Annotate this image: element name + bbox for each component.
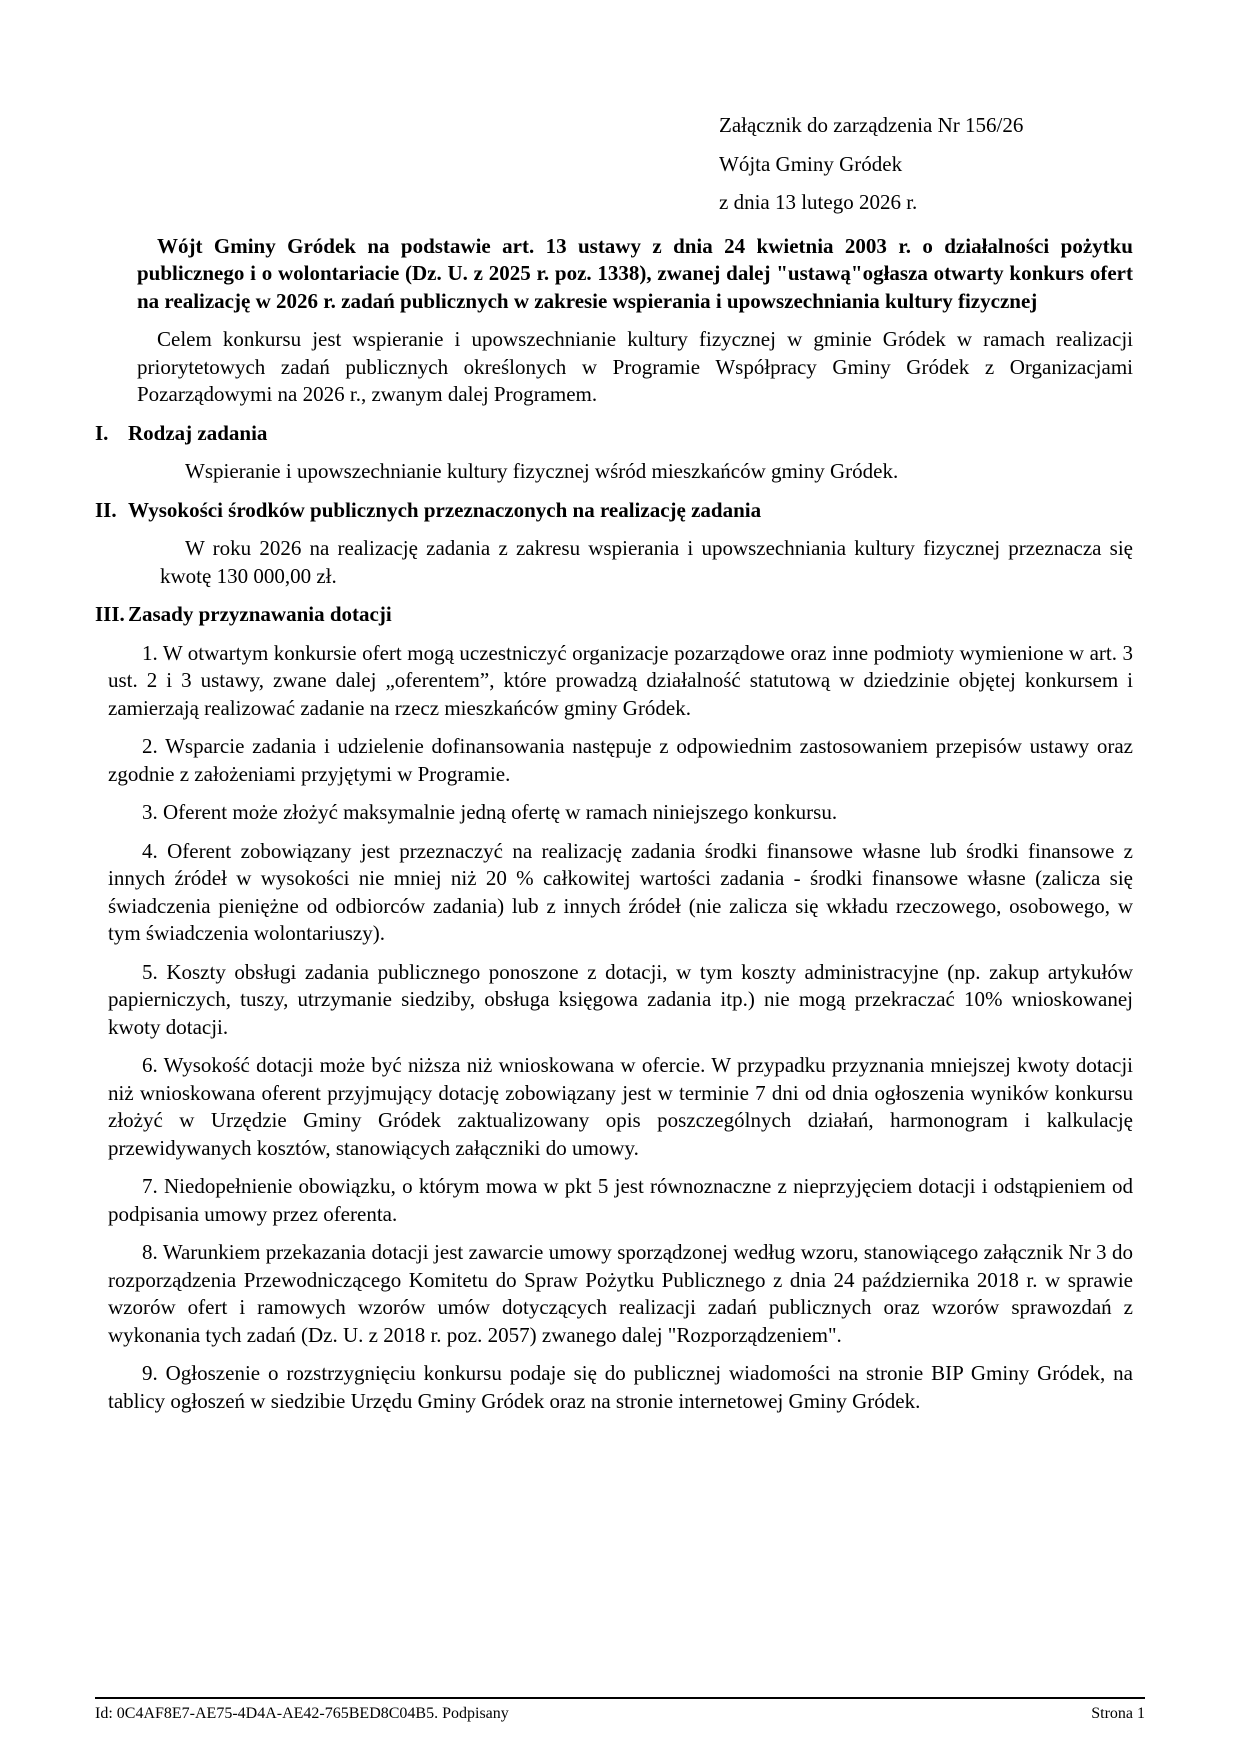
- section-title-2: Wysokości środków publicznych przeznaczonych na realizację zadania: [128, 497, 762, 522]
- section-3-point-3: 3. Oferent może złożyć maksymalnie jedną ofertę w ramach niniejszego konkursu.: [142, 800, 838, 824]
- section-number-1: I.: [95, 420, 109, 445]
- document-id-label: Id: 0C4AF8E7-AE75-4D4A-AE42-765BED8C04B5. Podpisany: [95, 1705, 509, 1722]
- section-3-point-6: 6. Wysokość dotacji może być niższa niż wnioskowana w ofercie. W przypadku przyznania mniejszej kwoty dotacji niż wnioskowana oferent przyjmujący dotację zobowiązany jest w terminie 7 dni od dnia ogłoszenia wyników konkursu złożyć w Urzędzie Gminy Gródek zaktualizowany opis poszczególnych działań, harmonogram i kalkulację przewidywanych kosztów, stanowiących załączniki do umowy.: [108, 1053, 1133, 1160]
- section-3-point-5: 5. Koszty obsługi zadania publicznego ponoszone z dotacji, w tym koszty administracyjne (np. zakup artykułów papierniczych, tuszy, utrzymanie siedziby, obsługa księgowa zadania itp.) nie mogą przekraczać 10% wnioskowanej kwoty dotacji.: [108, 959, 1133, 1039]
- section-3-point-7: 7. Niedopełnienie obowiązku, o którym mowa w pkt 5 jest równoznaczne z nieprzyjęciem dotacji i odstąpieniem od podpisania umowy przez oferenta.: [108, 1174, 1133, 1226]
- section-heading-3: [95, 601, 1133, 629]
- section-2-body: W roku 2026 na realizację zadania z zakresu wspierania i upowszechniania kultury fizycznej przeznacza się kwotę 130 000,00 zł.: [160, 536, 1133, 588]
- page-footer: [95, 1697, 1145, 1723]
- intro-announcement-paragraph: Wójt Gminy Gródek na podstawie art. 13 ustawy z dnia 24 kwietnia 2003 r. o działalności pożytku publicznego i o wolontariacie (Dz. U. z 2025 r. poz. 1338), zwanej dalej "ustawą"ogłasza otwarty konkurs ofert na realizację w 2026 r. zadań publicznych w zakresie wspierania i upowszechniania kultury fizycznej: [137, 233, 1133, 313]
- section-3-point-9: 9. Ogłoszenie o rozstrzygnięciu konkursu podaje się do publicznej wiadomości na stronie BIP Gminy Gródek, na tablicy ogłoszeń w siedzibie Urzędu Gminy Gródek oraz na stronie internetowej Gminy Gródek.: [108, 1361, 1133, 1413]
- document-body: [95, 112, 1133, 1426]
- section-heading-2: [95, 497, 1133, 525]
- section-number-3: III.: [95, 602, 125, 626]
- section-number-2: II.: [95, 497, 117, 522]
- section-3-point-8: 8. Warunkiem przekazania dotacji jest zawarcie umowy sporządzonej według wzoru, stanowiącego załącznik Nr 3 do rozporządzenia Przewodniczącego Komitetu do Spraw Pożytku Publicznego z dnia 24 października 2018 r. w sprawie wzorów ofert i ramowych wzorów umów dotyczących realizacji zadań publicznych oraz wzorów sprawozdań z wykonania tych zadań (Dz. U. z 2018 r. poz. 2057) zwanego dalej "Rozporządzeniem".: [108, 1240, 1133, 1347]
- section-1-body: Wspieranie i upowszechnianie kultury fizycznej wśród mieszkańców gminy Gródek.: [185, 459, 899, 483]
- attachment-header-block: [95, 112, 1133, 217]
- section-3-point-1: 1. W otwartym konkursie ofert mogą uczestniczyć organizacje pozarządowe oraz inne podmioty wymienione w art. 3 ust. 2 i 3 ustawy, zwane dalej „oferentem”, które prowadzą działalność statutową w dziedzinie objętej konkursem i zamierzają realizować zadanie na rzecz mieszkańców gminy Gródek.: [108, 640, 1133, 720]
- purpose-paragraph: Celem konkursu jest wspieranie i upowszechnianie kultury fizycznej w gminie Gródek w ramach realizacji priorytetowych zadań publicznych określonych w Programie Współpracy Gminy Gródek z Organizacjami Pozarządowymi na 2026 r., zwanym dalej Programem.: [137, 327, 1133, 406]
- section-title-3: Zasady przyznawania dotacji: [128, 602, 392, 626]
- attachment-reference-line: Załącznik do zarządzenia Nr 156/26: [719, 113, 1024, 137]
- section-heading-1: [95, 420, 1133, 448]
- page-number-label: Strona 1: [1091, 1705, 1145, 1722]
- section-title-1: Rodzaj zadania: [128, 420, 268, 445]
- section-3-point-4: 4. Oferent zobowiązany jest przeznaczyć na realizację zadania środki finansowe własne lub środki finansowe z innych źródeł w wysokości nie mniej niż 20 % całkowitej wartości zadania - środki finansowe własne (zalicza się świadczenia pieniężne od odbiorców zadania) lub z innych źródeł (nie zalicza się wkładu rzeczowego, osobowego, w tym świadczenia wolontariuszy).: [108, 838, 1133, 945]
- issuer-line: Wójta Gminy Gródek: [719, 151, 903, 176]
- section-3-point-2: 2. Wsparcie zadania i udzielenie dofinansowania następuje z odpowiednim zastosowaniem przepisów ustawy oraz zgodnie z założeniami przyjętymi w Programie.: [108, 734, 1133, 786]
- date-line: z dnia 13 lutego 2026 r.: [719, 190, 918, 214]
